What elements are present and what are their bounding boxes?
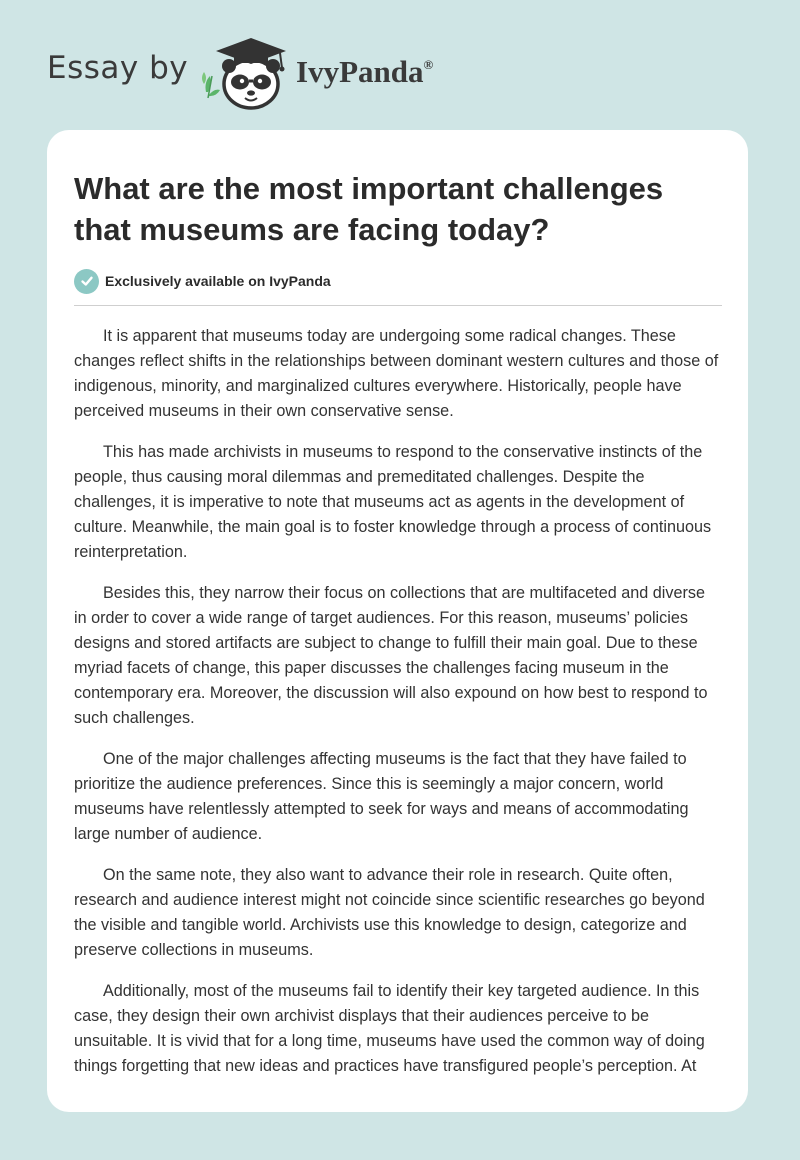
checkmark-icon	[74, 269, 99, 294]
essay-title: What are the most important challenges that museums are facing today?	[74, 171, 664, 247]
site-header	[0, 0, 800, 130]
exclusive-badge	[74, 267, 722, 295]
paragraph: On the same note, they also want to advance their role in research. Quite often, research and audience interest might not coincide since scientific researches go beyond the visible and tangible world. Archivists use this knowledge to design, categorize and preserve collections in museums.	[74, 866, 705, 959]
paragraph: This has made archivists in museums to respond to the conservative instincts of the people, thus causing moral dilemmas and premeditated challenges. Despite the challenges, it is imperative to note that museums act as agents in the development of culture. Meanwhile, the main goal is to foster knowledge through a process of continuous reinterpretation.	[74, 443, 712, 561]
paragraph: It is apparent that museums today are undergoing some radical changes. These changes reflect shifts in the relationships between dominant western cultures and those of indigenous, minority, and marginalized cultures everywhere. Historically, people have perceived museums in their own conservative sense.	[74, 327, 719, 420]
badge-label: Exclusively available on IvyPanda	[105, 273, 331, 289]
paragraph: Additionally, most of the museums fail to identify their key targeted audience. In this case, they design their own archivist displays that their audiences perceive to be unsuitable. It is vivid that for a long time, museums have used the common way of doing things forgetting that new ideas and practices have transfigured people’s perception. At	[74, 982, 705, 1075]
essay-body	[74, 324, 722, 1079]
essay-by-label: Essay by	[47, 50, 189, 86]
brand-label: IvyPanda	[296, 54, 424, 89]
registered-mark: ®	[423, 56, 434, 72]
essay-card	[47, 130, 748, 1112]
panda-logo-icon[interactable]	[200, 34, 292, 110]
paragraph: Besides this, they narrow their focus on collections that are multifaceted and diverse in order to cover a wide range of target audiences. For this reason, museums’ policies designs and stored artifacts are subject to change to fulfill their main goal. Due to these myriad facets of change, this paper discusses the challenges facing museum in the contemporary era. Moreover, the discussion will also expound on how best to respond to such challenges.	[74, 584, 708, 727]
paragraph: One of the major challenges affecting museums is the fact that they have failed to prioritize the audience preferences. Since this is seemingly a major concern, world museums have relentlessly attempted to seek for ways and means of accommodating large number of audience.	[74, 750, 689, 843]
brand-name[interactable]	[296, 54, 433, 90]
divider	[74, 305, 722, 306]
